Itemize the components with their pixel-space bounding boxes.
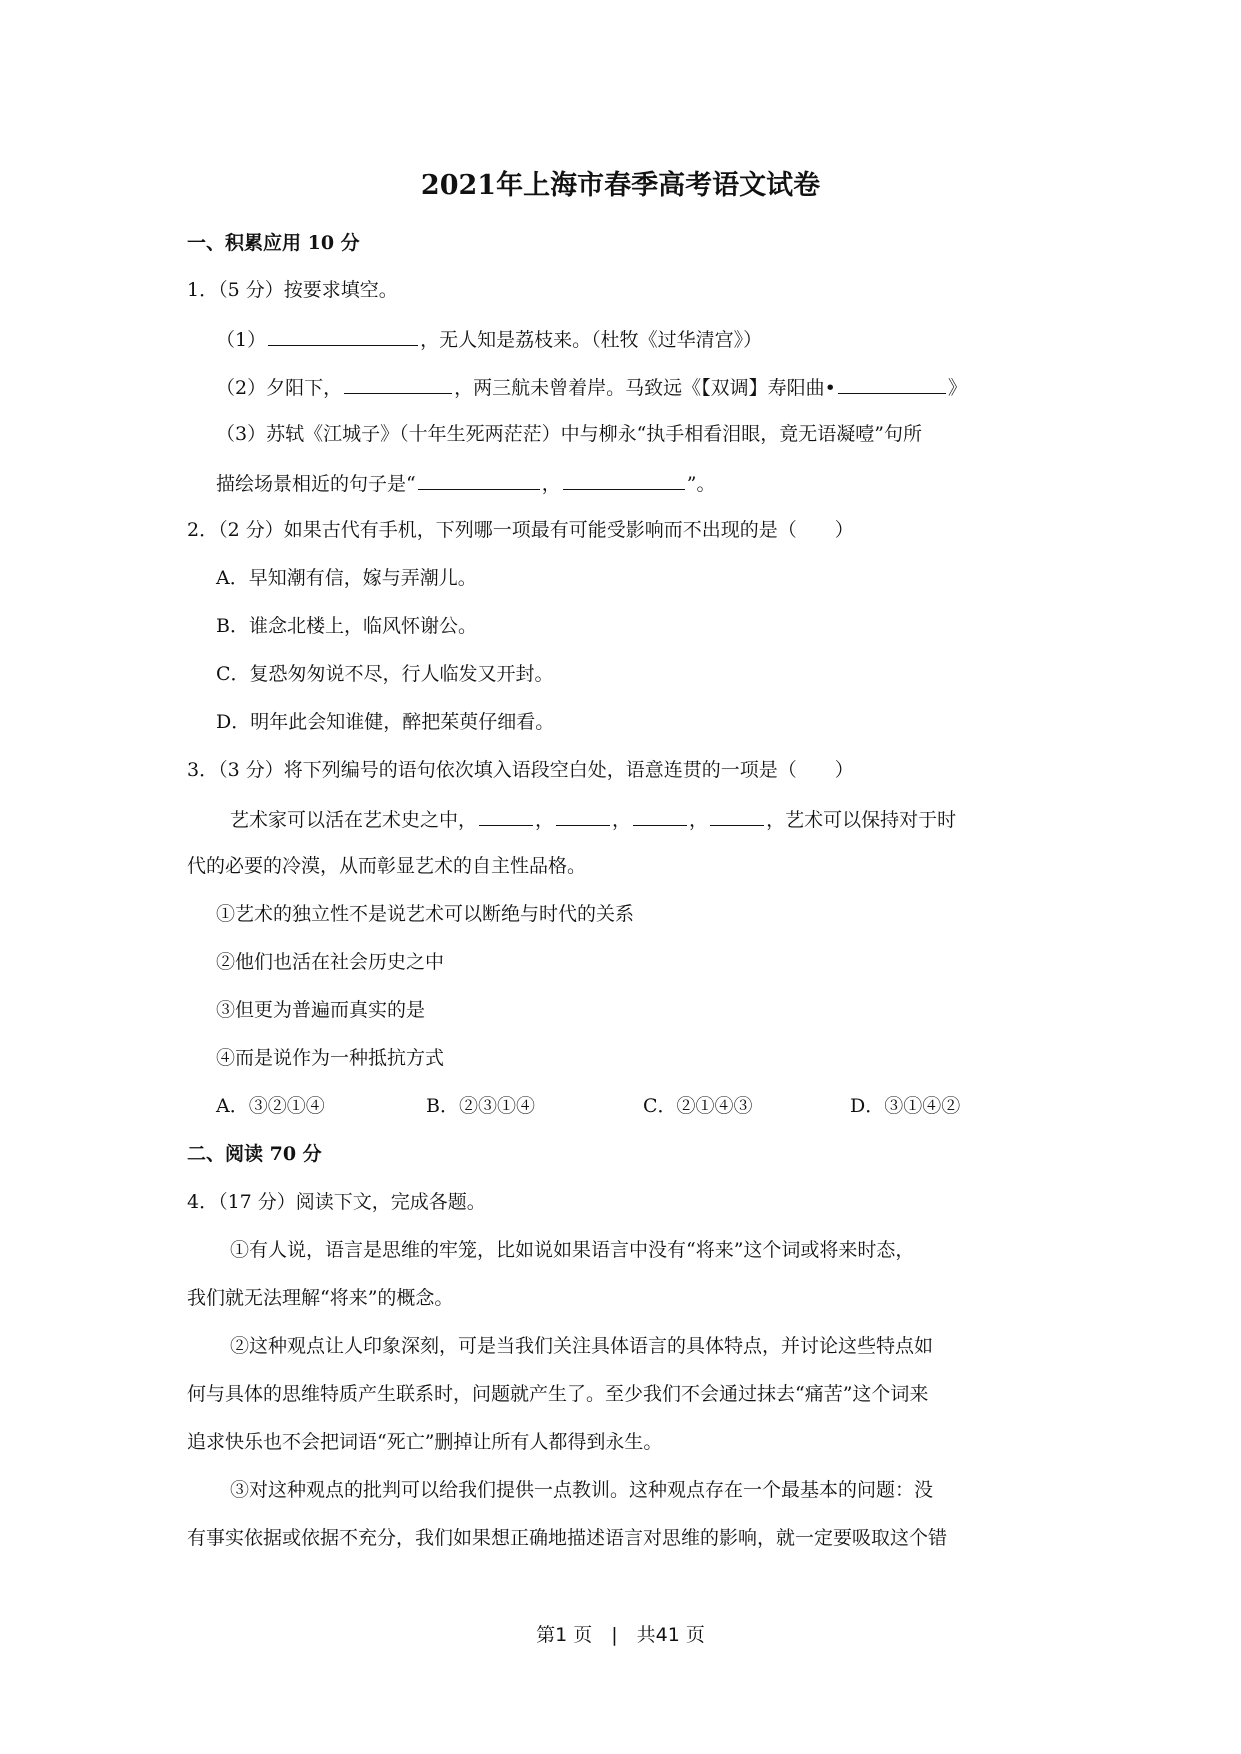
question-3-passage-line-1: [230, 805, 956, 833]
page-footer: 第1 页 | 共41 页: [536, 1624, 705, 1646]
passage-text: ，艺术可以保持对于时: [766, 809, 957, 831]
question-1-part-2: [216, 373, 967, 401]
answer-blank: [418, 469, 540, 490]
answer-blank: [838, 373, 946, 394]
part-text: ，两三航未曾着岸。马致远《【双调】寿阳曲•: [454, 377, 836, 399]
question-3-option-b: B．②③①④: [426, 1095, 535, 1117]
part-text: 》: [947, 377, 967, 399]
question-1-part-3-line-2: [216, 469, 715, 497]
passage-comma: ，: [612, 809, 632, 831]
part-text: ，: [541, 473, 561, 495]
question-1-part-3-line-1: （3）苏轼《江城子》（十年生死两茫茫）中与柳永“执手相看泪眼，竟无语凝噎”句所: [216, 423, 923, 445]
question-3-stem: 3．（3 分）将下列编号的语句依次填入语段空白处，语意连贯的一项是（ ）: [187, 759, 854, 781]
passage-paragraph-1-line-1: ①有人说，语言是思维的牢笼，比如说如果语言中没有“将来”这个词或将来时态，: [230, 1239, 915, 1261]
passage-paragraph-3-line-1: ③对这种观点的批判可以给我们提供一点教训。这种观点存在一个最基本的问题：没: [230, 1479, 934, 1501]
answer-blank: [633, 805, 687, 826]
part-text: ，无人知是荔枝来。（杜牧《过华清宫》）: [420, 329, 763, 351]
question-3-option-d: D．③①④②: [850, 1095, 961, 1117]
exam-title: 2021年上海市春季高考语文试卷: [420, 170, 821, 201]
section-heading-1: 一、积累应用 10 分: [187, 232, 360, 254]
passage-paragraph-1-line-2: 我们就无法理解“将来”的概念。: [187, 1287, 454, 1309]
question-1-part-1: [216, 325, 762, 353]
question-2-stem: 2．（2 分）如果古代有手机，下列哪一项最有可能受影响而不出现的是（ ）: [187, 519, 854, 541]
answer-blank: [344, 373, 452, 394]
section-heading-2: 二、阅读 70 分: [187, 1143, 322, 1165]
part-text: （2）夕阳下，: [216, 377, 343, 399]
question-1-stem: 1．（5 分）按要求填空。: [187, 279, 398, 301]
part-text: 描绘场景相近的句子是“: [216, 473, 416, 495]
question-3-item-1: ①艺术的独立性不是说艺术可以断绝与时代的关系: [216, 903, 635, 925]
question-3-passage-line-2: 代的必要的冷漠，从而彰显艺术的自主性品格。: [187, 855, 587, 877]
part-number: （1）: [216, 329, 267, 351]
answer-blank: [563, 469, 685, 490]
part-text: ”。: [686, 473, 716, 495]
question-3-option-a: A．③②①④: [216, 1095, 325, 1117]
question-4-stem: 4．（17 分）阅读下文，完成各题。: [187, 1191, 486, 1213]
question-2-option-b: B．谁念北楼上，临风怀谢公。: [216, 615, 477, 637]
answer-blank: [710, 805, 764, 826]
passage-paragraph-2-line-3: 追求快乐也不会把词语“死亡”删掉让所有人都得到永生。: [187, 1431, 663, 1453]
answer-blank: [479, 805, 533, 826]
question-3-item-3: ③但更为普遍而真实的是: [216, 999, 426, 1021]
question-3-option-c: C．②①④③: [643, 1095, 753, 1117]
question-3-item-4: ④而是说作为一种抵抗方式: [216, 1047, 445, 1069]
passage-paragraph-2-line-2: 何与具体的思维特质产生联系时，问题就产生了。至少我们不会通过抹去“痛苦”这个词来: [187, 1383, 929, 1405]
question-3-item-2: ②他们也活在社会历史之中: [216, 951, 445, 973]
passage-comma: ，: [689, 809, 709, 831]
answer-blank: [556, 805, 610, 826]
question-2-option-c: C．复恐匆匆说不尽，行人临发又开封。: [216, 663, 554, 685]
question-2-option-a: A．早知潮有信，嫁与弄潮儿。: [216, 567, 477, 589]
question-2-option-d: D．明年此会知谁健，醉把茱萸仔细看。: [216, 711, 555, 733]
passage-paragraph-3-line-2: 有事实依据或依据不充分，我们如果想正确地描述语言对思维的影响，就一定要吸取这个错: [187, 1527, 948, 1549]
answer-blank: [268, 325, 418, 346]
passage-comma: ，: [535, 809, 555, 831]
passage-paragraph-2-line-1: ②这种观点让人印象深刻，可是当我们关注具体语言的具体特点，并讨论这些特点如: [230, 1335, 934, 1357]
passage-text: 艺术家可以活在艺术史之中，: [230, 809, 478, 831]
